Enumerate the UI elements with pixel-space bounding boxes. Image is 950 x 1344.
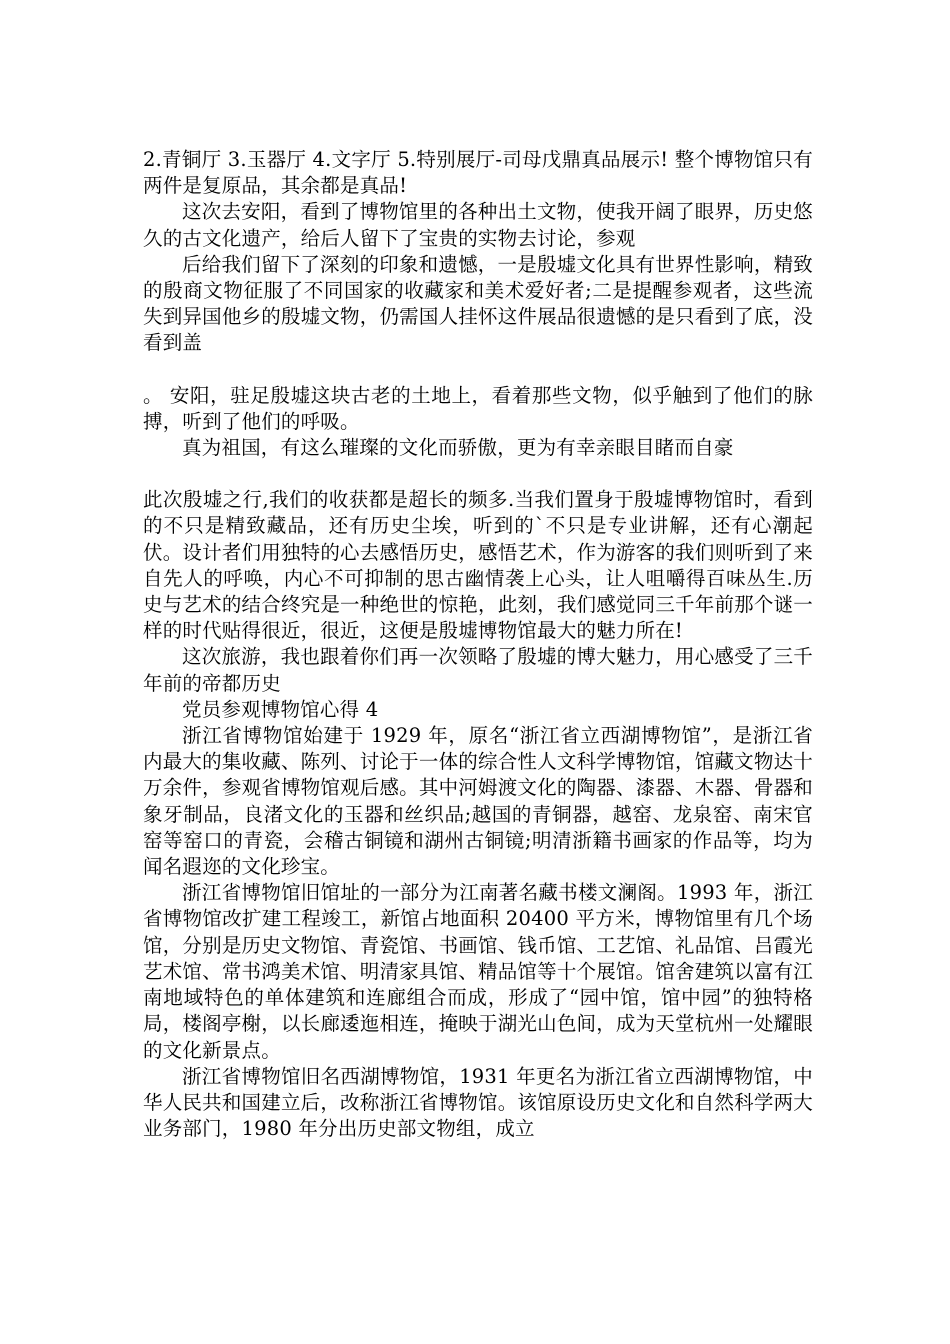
section-heading: 党员参观博物馆心得 4 (182, 697, 379, 721)
paragraph-anyang-visit: 这次去安阳，看到了博物馆里的各种出土文物，使我开阔了眼界，历史悠久的古文化遗产，给后人留下了宝贵的实物去讨论，参观 (143, 200, 813, 250)
paragraph-old-site: 浙江省博物馆旧馆址的一部分为江南著名藏书楼文澜阁。1993 年，浙江省博物馆改扩建工程竣工，新馆占地面积 20400 平方米，博物馆里有几个场馆，分别是历史文物馆、青瓷馆、书画馆、钱币馆、工艺馆、礼品馆、吕霞光艺术馆、常书鸿美术馆、明清家具馆、精品馆等十个展馆。馆舍建筑以富有江南地域特色的单体建筑和连廊组合而成，形成了“园中馆，馆中园”的独特格局，楼阁亭榭，以长廊逶迤相连，掩映于湖光山色间，成为天堂杭州一处耀眼的文化新景点。 (143, 881, 813, 1062)
document-body (143, 147, 813, 1142)
paragraph-halls: 2.青铜厅 3.玉器厅 4.文字厅 5.特别展厅-司母戊鼎真品展示! 整个博物馆只有两件是复原品，其余都是真品! (143, 148, 813, 198)
paragraph-spacer (143, 461, 813, 487)
paragraph-harvest: 此次殷墟之行,我们的收获都是超长的频多.当我们置身于殷墟博物馆时，看到的不只是精致藏品，还有历史尘埃，听到的`不只是专业讲解，还有心潮起伏。设计者们用独特的心去感悟历史，感悟艺术，作为游客的我们则听到了来自先人的呼唤，内心不可抑制的思古幽情袭上心头，让人咀嚼得百味丛生.历史与艺术的结合终究是一种绝世的惊艳，此刻，我们感觉同三千年前那个谜一样的时代贴得很近，很近，这便是殷墟博物馆最大的魅力所在! (143, 488, 813, 643)
paragraph-yinxu-land: 。 安阳，驻足殷墟这块古老的土地上，看着那些文物，似乎触到了他们的脉搏，听到了他们的呼吸。 (143, 383, 813, 433)
paragraph-spacer (143, 357, 813, 383)
paragraph-zhejiang-museum: 浙江省博物馆始建于 1929 年，原名“浙江省立西湖博物馆”，是浙江省内最大的集收藏、陈列、讨论于一体的综合性人文科学博物馆，馆藏文物达十万余件，参观省博物馆观后感。其中河姆渡文化的陶器、漆器、木器、骨器和象牙制品，良渚文化的玉器和丝织品;越国的青铜器，越窑、龙泉窑、南宋官窑等窑口的青瓷，会稽古铜镜和湖州古铜镜;明清浙籍书画家的作品等，均为闻名遐迩的文化珍宝。 (143, 724, 813, 879)
paragraph-impression: 后给我们留下了深刻的印象和遗憾，一是殷墟文化具有世界性影响，精致的殷商文物征服了不同国家的收藏家和美术爱好者;二是提醒参观者，这些流失到异国他乡的殷墟文物，仍需国人挂怀这件展品很遗憾的是只看到了底，没看到盖 (143, 252, 813, 355)
paragraph-history: 浙江省博物馆旧名西湖博物馆，1931 年更名为浙江省立西湖博物馆，中华人民共和国建立后，改称浙江省博物馆。该馆原设历史文化和自然科学两大业务部门，1980 年分出历史部文物组，成立 (143, 1064, 813, 1141)
paragraph-pride: 真为祖国，有这么璀璨的文化而骄傲，更为有幸亲眼目睹而自豪 (182, 436, 734, 460)
paragraph-trip: 这次旅游，我也跟着你们再一次领略了殷墟的博大魅力，用心感受了三千年前的帝都历史 (143, 645, 813, 695)
